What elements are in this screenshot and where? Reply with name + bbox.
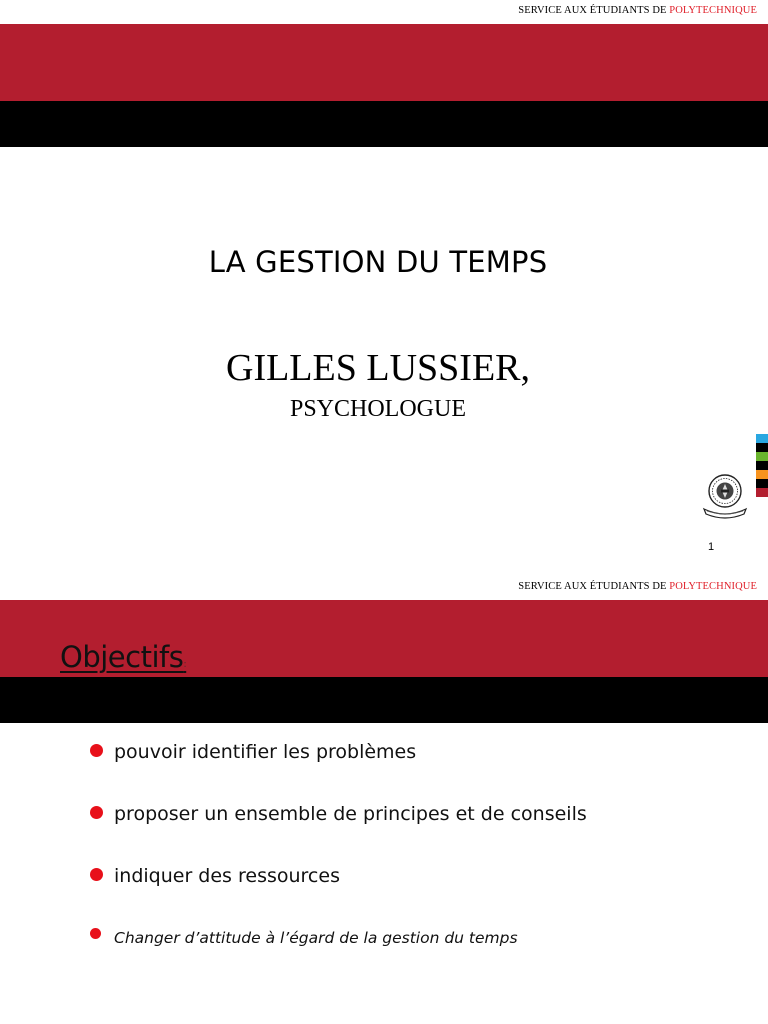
polytechnique-seal-icon [698,467,752,521]
black-header-band [0,677,768,723]
header-service-prefix: SERVICE AUX ÉTUDIANTS DE [518,581,670,592]
list-item-text: indiquer des ressources [114,865,340,887]
list-item-text: proposer un ensemble de principes et de conseils [114,803,587,825]
color-stripe [756,452,768,461]
color-stripe [756,434,768,443]
color-stripe [756,461,768,470]
bullet-dot-icon [90,868,103,881]
page-number: 1 [708,541,715,553]
presentation-title: LA GESTION DU TEMPS [208,245,548,279]
header-service-accent: POLYTECHNIQUE [669,581,757,592]
bullet-dot-icon [90,806,103,819]
presenter-name: GILLES LUSSIER, [226,347,530,389]
objectives-heading [60,640,186,674]
slide-2 [0,576,768,1024]
bullet-dot-icon [90,928,101,939]
objectives-heading-text: Objectifs [60,640,184,674]
list-item [90,864,750,926]
color-stripe [756,443,768,452]
color-stripe-decoration [756,434,768,524]
list-item-text: Changer d’attitude à l’égard de la gestion du temps [114,929,518,947]
header-service-note [518,5,757,16]
list-item [90,802,750,864]
presenter-role: PSYCHOLOGUE [289,396,466,422]
objectives-heading-colon: : [183,659,187,670]
list-item [90,740,750,802]
header-service-prefix: SERVICE AUX ÉTUDIANTS DE [518,5,670,16]
header-service-note [518,581,757,592]
objectives-list [90,740,750,988]
bullet-dot-icon [90,744,103,757]
color-stripe [756,470,768,479]
header-service-accent: POLYTECHNIQUE [669,5,757,16]
color-stripe [756,479,768,488]
red-header-band [0,24,768,101]
list-item [90,926,750,988]
black-header-band [0,101,768,147]
color-stripe [756,488,768,497]
list-item-text: pouvoir identifier les problèmes [114,741,417,763]
